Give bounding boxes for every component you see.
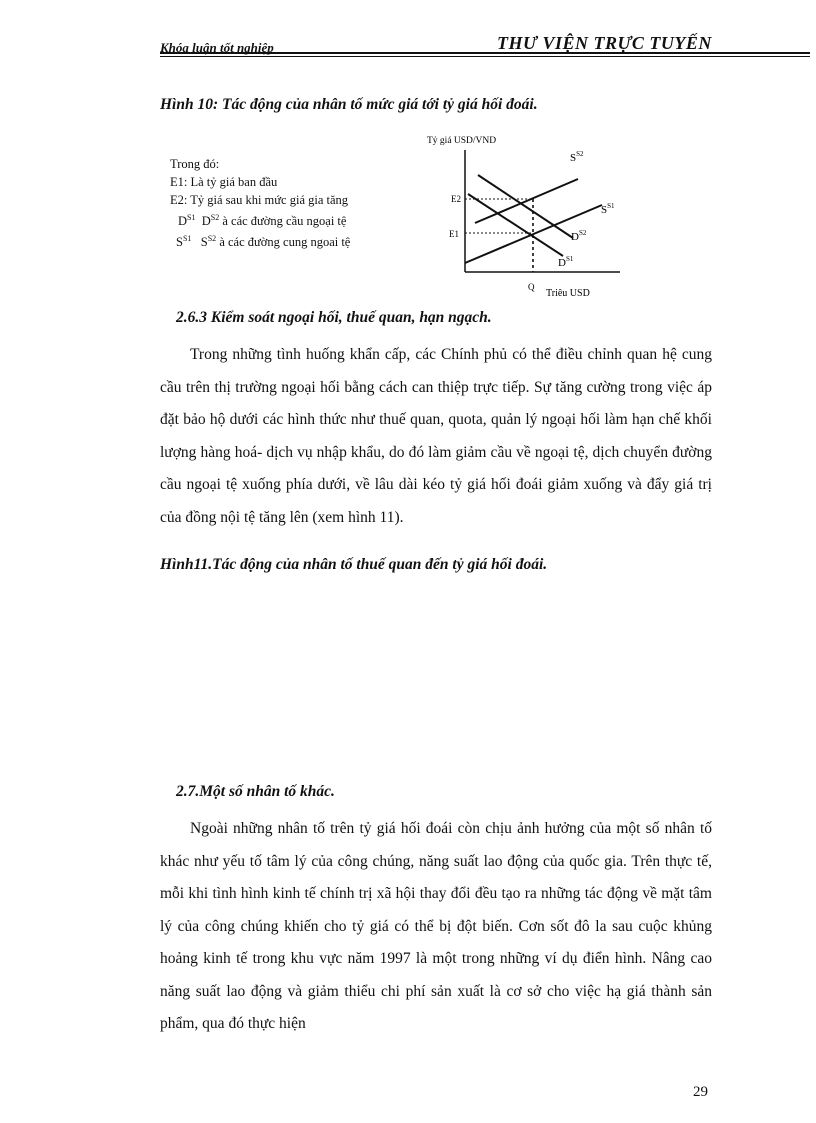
figure-10-chart	[415, 128, 630, 303]
demand-curve-d1	[468, 194, 563, 256]
section-2-6-3-heading: 2.6.3 Kiểm soát ngoại hối, thuế quan, hạn ngạch.	[176, 309, 492, 326]
page-number: 29	[693, 1084, 708, 1100]
header-document-title: Khóa luận tốt nghiệp	[160, 40, 274, 55]
legend-e1: E1: Là tỷ giá ban đầu	[170, 175, 278, 189]
legend-supply: $S^{S1}$ $S^{S2}$ à các đường cung ngoai tệ	[176, 234, 351, 250]
legend-demand: $D^{S1}$ $D^{S2}$ à các đường cầu ngoại tệ	[178, 213, 347, 229]
figure-11-caption: Hình11.Tác động của nhân tố thuế quan đến tỷ giá hối đoái.	[160, 556, 548, 573]
x-axis-label: Triêu USD	[546, 288, 590, 299]
s1-label: $S^{S1}$	[601, 202, 615, 216]
e1-label: E1	[449, 229, 459, 239]
section-2-7-paragraph: Ngoài những nhân tố trên tỷ giá hối đoái còn chịu ảnh hưởng của một số nhân tố khác như yếu tố tâm lý của công chúng, năng suất lao động của quốc gia. Trên thực tế, mỗi khi tình hình kinh tế chính trị xã hội thay đổi đều tạo ra những tác động về mặt tâm lý của công chúng khiến cho tỷ giá có thể bị đột biến. Cơn sốt đô la sau cuộc khủng hoảng kinh tế trong khu vực năm 1997 là một trong những ví dụ điển hình. Nâng cao năng suất lao động và giảm thiểu chi phí sản xuất là cơ sở cho việc hạ giá thành sản phẩm, qua đó thực hiện	[160, 820, 712, 1032]
y-axis-label: Tỷ giá USD/VND	[427, 136, 497, 146]
s2-label: $S^{S2}$	[570, 150, 584, 164]
demand-curve-d2	[478, 175, 573, 238]
header-rule	[160, 52, 810, 54]
e2-label: E2	[451, 194, 461, 204]
figure-10-legend	[170, 155, 350, 251]
section-2-6-3-paragraph: Trong những tình huống khẩn cấp, các Chính phủ có thể điều chỉnh quan hệ cung cầu trên thị trường ngoại hối bằng cách can thiệp trực tiếp. Sự tăng cường trong việc áp đặt bảo hộ dưới các hình thức như thuế quan, quota, quản lý ngoại hối làm hạn chế khối lượng hàng hoá- dịch vụ nhập khẩu, do đó làm giảm cầu về ngoại tệ, dịch chuyển đường cầu ngoại tệ xuống phía dưới, về lâu dài kéo tỷ giá hối đoái giảm xuống và đẩy giá trị của đồng nội tệ tăng lên (xem hình 11).	[160, 346, 712, 526]
d1-label: $D^{S1}$	[558, 255, 574, 269]
header-library-name: THƯ VIỆN TRỰC TUYẾN	[497, 33, 712, 53]
figure-10-caption: Hình 10: Tác động của nhân tố mức giá tới tỷ giá hối đoái.	[160, 96, 538, 113]
supply-curve-s2	[475, 179, 578, 223]
q-label: Q	[528, 282, 535, 292]
legend-title: Trong đó:	[170, 157, 220, 171]
d2-label: $D^{S2}$	[571, 229, 587, 243]
header-rule-thin	[160, 56, 810, 57]
section-2-7-heading: 2.7.Một số nhân tố khác.	[176, 783, 335, 800]
legend-e2: E2: Tỷ giá sau khi mức giá gia tăng	[170, 193, 349, 207]
